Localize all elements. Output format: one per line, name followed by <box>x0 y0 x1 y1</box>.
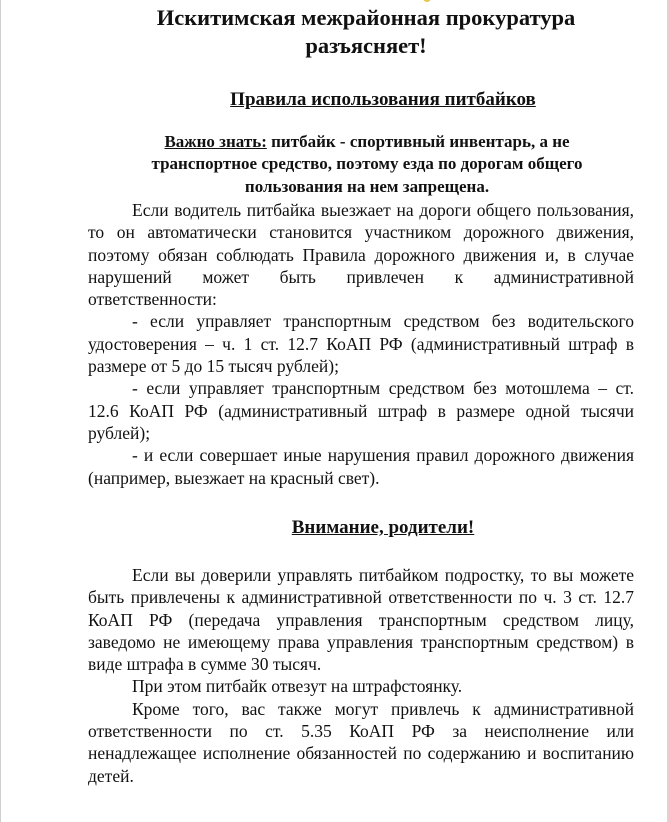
section-1 <box>88 199 634 489</box>
title-line-1: Искитимская межрайонная прокуратура <box>156 5 576 30</box>
list-item: - и если совершает иные нарушения правил дорожного движения (например, выезжает на красный свет). <box>88 445 634 488</box>
section-2-paragraph: Кроме того, вас также могут привлечь к административной ответственности по ст. 5.35 КоАП РФ за неисполнение или ненадлежащее исполнение обязанностей по содержанию и воспитанию детей. <box>88 698 634 786</box>
section-2-paragraph: При этом питбайк отвезут на штрафстоянку. <box>132 676 463 697</box>
important-notice <box>113 131 621 198</box>
page-corner-mark <box>423 0 431 2</box>
parents-heading: Внимание, родители! <box>291 517 475 538</box>
important-lead: Важно знать: <box>164 132 267 151</box>
section-2 <box>88 564 634 787</box>
document-title <box>121 4 611 60</box>
section-1-intro: Если водитель питбайка выезжает на дороги общего пользования, то он автоматически становится участником дорожного движения, поэтому обязан соблюдать Правила дорожного движения и, в случае нарушений может быть привлечен к административной ответственности: <box>88 200 634 310</box>
list-item: - если управляет транспортным средством без мотошлема – ст. 12.6 КоАП РФ (административный штраф в размере одной тысячи рублей); <box>88 378 634 443</box>
list-item: - если управляет транспортным средством без водительского удостоверения – ч. 1 ст. 12.7 КоАП РФ (административный штраф в размере от 5 до 15 тысяч рублей); <box>88 311 634 377</box>
section-2-paragraph: Если вы доверили управлять питбайком подростку, то вы можете быть привлечены к административной ответственности по ч. 3 ст. 12.7 КоАП РФ (передача управления транспортным средством лицу, заведомо не имеющему права управления транспортным средством) в виде штрафа в сумме 30 тысяч. <box>88 565 634 675</box>
important-text: питбайк - спортивный инвентарь, а не транспортное средство, поэтому езда по дорогам общего пользования на нем запрещена. <box>151 132 583 196</box>
document-subtitle: Правила использования питбайков <box>230 89 536 110</box>
title-line-2: разъясняет! <box>305 33 427 58</box>
